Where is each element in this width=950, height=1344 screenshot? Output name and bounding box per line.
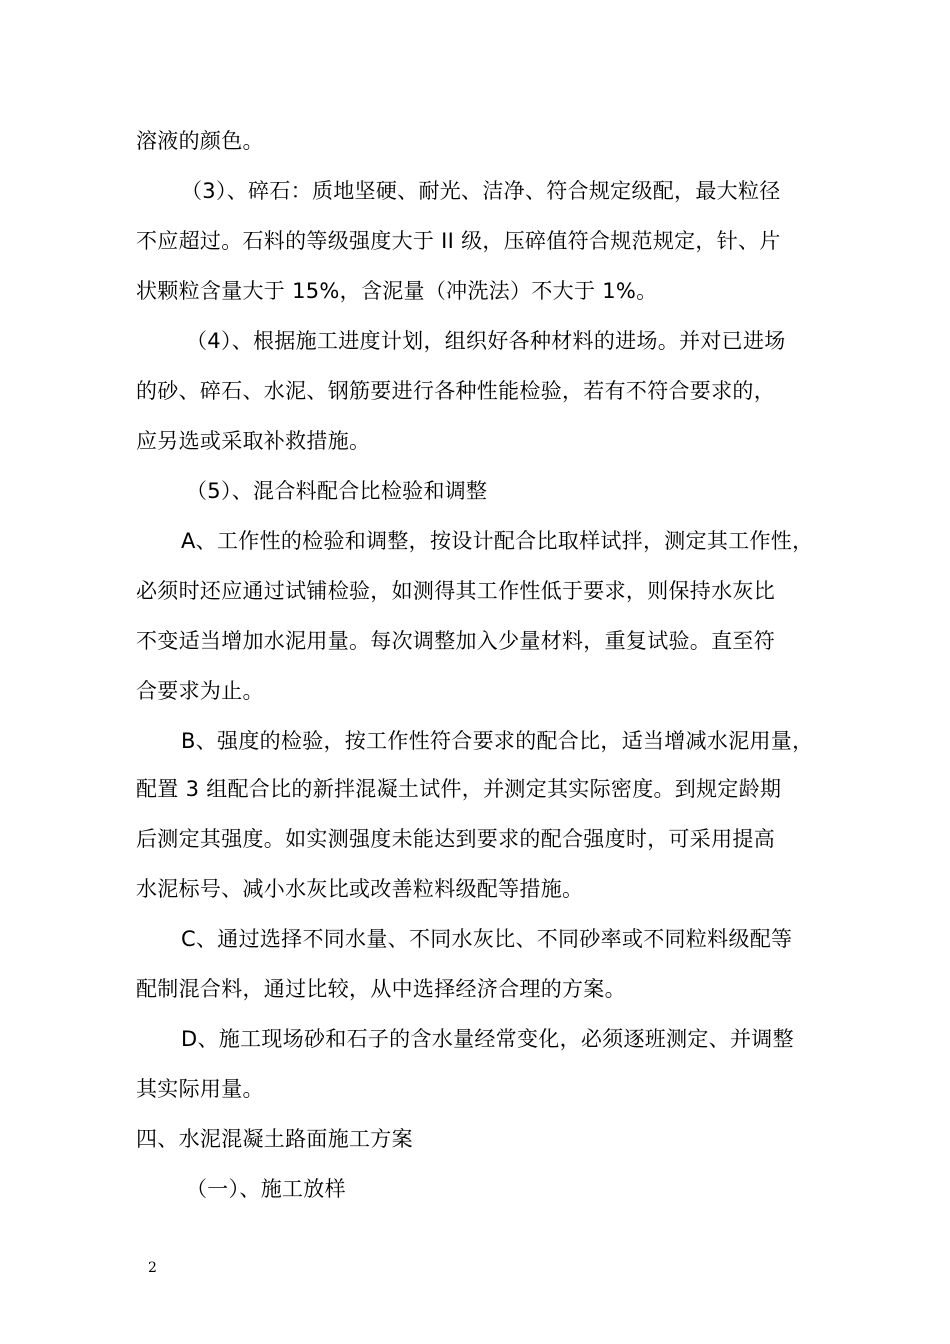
text-line-2: （3）、碎石：质地坚硬、耐光、洁净、符合规定级配，最大粒径 [181, 179, 781, 203]
text-line-14: 配置 3 组配合比的新拌混凝土试件，并测定其实际密度。到规定龄期 [136, 777, 782, 801]
text-line-10: 必须时还应通过试铺检验，如测得其工作性低于要求，则保持水灰比 [136, 579, 775, 603]
text-line-17: C、通过选择不同水量、不同水灰比、不同砂率或不同粒料级配等 [181, 927, 793, 951]
text-line-5: （4）、根据施工进度计划，组织好各种材料的进场。并对已进场 [186, 329, 786, 353]
section-heading: 四、水泥混凝土路面施工方案 [136, 1127, 413, 1151]
text-line-15: 后测定其强度。如实测强度未能达到要求的配合强度时，可采用提高 [136, 827, 775, 851]
text-line-13: B、强度的检验，按工作性符合要求的配合比，适当增减水泥用量， [181, 729, 814, 753]
text-line-9: A、工作性的检验和调整，按设计配合比取样试拌，测定其工作性， [181, 529, 814, 553]
text-line-12: 合要求为止。 [136, 679, 264, 703]
text-line-3: 不应超过。石料的等级强度大于 II 级，压碎值符合规范规定，针、片 [136, 229, 781, 253]
text-line-16: 水泥标号、减小水灰比或改善粒料级配等措施。 [136, 877, 584, 901]
text-line-11: 不变适当增加水泥用量。每次调整加入少量材料，重复试验。直至符 [136, 629, 775, 653]
text-line-6: 的砂、碎石、水泥、钢筋要进行各种性能检验，若有不符合要求的， [136, 379, 775, 403]
text-line-18: 配制混合料，通过比较，从中选择经济合理的方案。 [136, 977, 626, 1001]
text-line-7: 应另选或采取补救措施。 [136, 429, 371, 453]
text-line-4: 状颗粒含量大于 15%，含泥量（冲洗法）不大于 1%。 [136, 279, 658, 303]
page-number: 2 [148, 1260, 157, 1276]
text-line-19: D、施工现场砂和石子的含水量经常变化，必须逐班测定、并调整 [181, 1027, 794, 1051]
subsection-heading: （一）、施工放样 [186, 1177, 346, 1201]
text-line-8: （5）、混合料配合比检验和调整 [186, 479, 488, 503]
text-line-1: 溶液的颜色。 [136, 129, 264, 153]
text-line-20: 其实际用量。 [136, 1077, 264, 1101]
